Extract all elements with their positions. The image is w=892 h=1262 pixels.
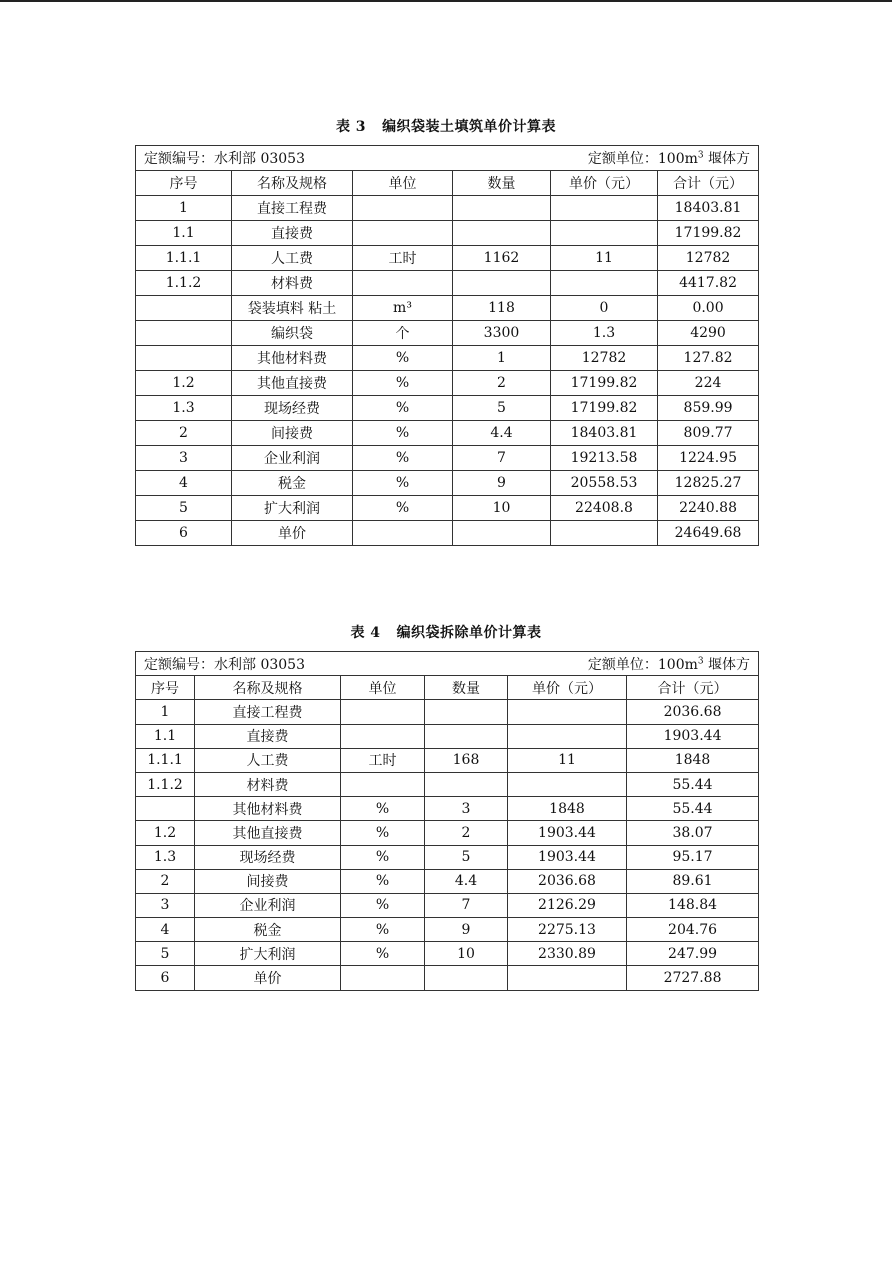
table3-cell (136, 296, 232, 321)
table4-header-cell: 合计（元） (627, 676, 759, 700)
table4-cell: % (341, 918, 425, 942)
table4-caption (0, 622, 892, 642)
table3-cell: 17199.82 (551, 371, 658, 396)
table4-meta-cell (136, 652, 759, 676)
table3-cell: 6 (136, 521, 232, 546)
table3-cell: 10 (453, 496, 551, 521)
table4-cell: 扩大利润 (195, 942, 341, 966)
table4-cell: % (341, 869, 425, 893)
table3-quota-no: 定额编号：水利部 03053 (144, 151, 305, 167)
table4-cell: 1.2 (136, 821, 195, 845)
table3-cell: 18403.81 (658, 196, 759, 221)
table3-meta-cell (136, 146, 759, 171)
table3-cell: 间接费 (232, 421, 353, 446)
table4-cell: 1903.44 (508, 845, 627, 869)
table3-cell: 17199.82 (658, 221, 759, 246)
table3-cell: 859.99 (658, 396, 759, 421)
table4-cell: 6 (136, 966, 195, 990)
table4-cell (341, 772, 425, 796)
table3-cell: 12825.27 (658, 471, 759, 496)
table4-header-row (136, 676, 759, 700)
table3-cell: % (353, 396, 453, 421)
table3-cell (453, 271, 551, 296)
table4-cell: 2126.29 (508, 893, 627, 917)
table3-cell: 12782 (658, 246, 759, 271)
table3-cell: 20558.53 (551, 471, 658, 496)
table3-row (136, 421, 759, 446)
table4-cell: 现场经费 (195, 845, 341, 869)
table3-cell (551, 521, 658, 546)
table3-cell: 127.82 (658, 346, 759, 371)
table4-cell (341, 724, 425, 748)
table4-cell: 5 (136, 942, 195, 966)
table4-cell (425, 772, 508, 796)
table3 (135, 145, 759, 546)
table3-cell: 0.00 (658, 296, 759, 321)
table3-cell: 4.4 (453, 421, 551, 446)
table3-title: 编织袋装土填筑单价计算表 (382, 119, 557, 135)
table4-cell: 5 (425, 845, 508, 869)
table3-cell (551, 196, 658, 221)
table4-row (136, 869, 759, 893)
table4-cell: 1.1 (136, 724, 195, 748)
table3-cell: 22408.8 (551, 496, 658, 521)
table3-cell: 19213.58 (551, 446, 658, 471)
table4-cell: 1848 (508, 797, 627, 821)
table3-cell (453, 221, 551, 246)
table3-cell (353, 521, 453, 546)
table3-cell: 11 (551, 246, 658, 271)
table4-quota-no: 定额编号：水利部 03053 (144, 656, 305, 673)
table4-row (136, 700, 759, 724)
table4-cell: 1848 (627, 748, 759, 772)
table3-cell (353, 271, 453, 296)
table4-cell: % (341, 893, 425, 917)
table3-cell (453, 196, 551, 221)
table3-row (136, 371, 759, 396)
table4-cell: 直接工程费 (195, 700, 341, 724)
table4-cell: 55.44 (627, 772, 759, 796)
table3-cell: % (353, 371, 453, 396)
table4-title: 编织袋拆除单价计算表 (396, 625, 542, 641)
table4-cell: 247.99 (627, 942, 759, 966)
table4-cell: 3 (136, 893, 195, 917)
table4-cell: 1903.44 (627, 724, 759, 748)
table4-header-cell: 单价（元） (508, 676, 627, 700)
table3-cell: 1162 (453, 246, 551, 271)
table4-cell: 168 (425, 748, 508, 772)
table4-row (136, 772, 759, 796)
table4-cell: 税金 (195, 918, 341, 942)
table4-cell: 2036.68 (508, 869, 627, 893)
table3-row (136, 496, 759, 521)
table3-cell: % (353, 446, 453, 471)
table4-cell: 89.61 (627, 869, 759, 893)
table4-cell: % (341, 797, 425, 821)
table3-cell: 0 (551, 296, 658, 321)
table3-row (136, 396, 759, 421)
table3-cell: 24649.68 (658, 521, 759, 546)
table4-cell: 单价 (195, 966, 341, 990)
table4-cell: 1.1.2 (136, 772, 195, 796)
table3-cell: 2 (136, 421, 232, 446)
table4-cell: % (341, 942, 425, 966)
table3-cell: 企业利润 (232, 446, 353, 471)
table3-row (136, 246, 759, 271)
table3-cell (136, 346, 232, 371)
table4-cell: 1 (136, 700, 195, 724)
table3-cell: 编织袋 (232, 321, 353, 346)
table4-cell: 4 (136, 918, 195, 942)
table3-cell: 直接费 (232, 221, 353, 246)
table3-cell: % (353, 421, 453, 446)
table4-cell: 工时 (341, 748, 425, 772)
table4-cell (341, 966, 425, 990)
table3-cell: 4290 (658, 321, 759, 346)
table4-cell (425, 700, 508, 724)
table3-cell: % (353, 346, 453, 371)
table4-row (136, 966, 759, 990)
table4-row (136, 821, 759, 845)
table4-cell: 材料费 (195, 772, 341, 796)
table4-cell: 7 (425, 893, 508, 917)
table3-cell: 1.1 (136, 221, 232, 246)
table4-header-cell: 名称及规格 (195, 676, 341, 700)
table3-header-cell: 单位 (353, 171, 453, 196)
table3-cell: 12782 (551, 346, 658, 371)
table3-cell (551, 221, 658, 246)
table4-header-cell: 序号 (136, 676, 195, 700)
table4-header-cell: 数量 (425, 676, 508, 700)
table3-cell: m³ (353, 296, 453, 321)
table4-row (136, 942, 759, 966)
table4-cell: 2036.68 (627, 700, 759, 724)
table3-cell: 其他材料费 (232, 346, 353, 371)
table4-cell: 4.4 (425, 869, 508, 893)
table4-cell (508, 966, 627, 990)
table3-cell: 4417.82 (658, 271, 759, 296)
table3-row (136, 271, 759, 296)
table3-cell: 224 (658, 371, 759, 396)
table3-cell: 5 (453, 396, 551, 421)
table3-cell: 1.1.1 (136, 246, 232, 271)
table4-row (136, 748, 759, 772)
table4-header-cell: 单位 (341, 676, 425, 700)
table3-cell: 1.1.2 (136, 271, 232, 296)
table3-header-cell: 名称及规格 (232, 171, 353, 196)
table3-cell (453, 521, 551, 546)
table3-cell: % (353, 496, 453, 521)
table4-cell: 间接费 (195, 869, 341, 893)
table4-cell (508, 724, 627, 748)
table3-cell: 单价 (232, 521, 353, 546)
table4-cell: 人工费 (195, 748, 341, 772)
table4-cell: 企业利润 (195, 893, 341, 917)
table4-cell: 2330.89 (508, 942, 627, 966)
table4-cell: 9 (425, 918, 508, 942)
table3-cell: 1 (136, 196, 232, 221)
table4-cell: 3 (425, 797, 508, 821)
table3-cell: 1.2 (136, 371, 232, 396)
table3-cell: 1224.95 (658, 446, 759, 471)
table4-cell: 其他材料费 (195, 797, 341, 821)
table4 (135, 651, 759, 991)
table3-row (136, 471, 759, 496)
table4-cell: 38.07 (627, 821, 759, 845)
table3-cell: 扩大利润 (232, 496, 353, 521)
table4-meta-row (136, 652, 759, 676)
table4-row (136, 797, 759, 821)
table3-cell (353, 221, 453, 246)
table3-row (136, 346, 759, 371)
table4-row (136, 893, 759, 917)
table3-row (136, 196, 759, 221)
table4-cell (136, 797, 195, 821)
table3-cell: 1 (453, 346, 551, 371)
table3-cell: 材料费 (232, 271, 353, 296)
table4-cell: 204.76 (627, 918, 759, 942)
table3-header-cell: 单价（元） (551, 171, 658, 196)
table4-cell: % (341, 821, 425, 845)
table4-cell: 2 (136, 869, 195, 893)
table4-cell: 2727.88 (627, 966, 759, 990)
table4-cell: 1903.44 (508, 821, 627, 845)
table3-caption (0, 116, 892, 136)
table4-cell: 2275.13 (508, 918, 627, 942)
table3-row (136, 321, 759, 346)
table3-header-row (136, 171, 759, 196)
table3-cell: 7 (453, 446, 551, 471)
table3-label: 表 3 (335, 119, 367, 135)
table3-row (136, 521, 759, 546)
table3-header-cell: 序号 (136, 171, 232, 196)
table3-cell: 3 (136, 446, 232, 471)
table4-cell: % (341, 845, 425, 869)
table4-cell: 1.3 (136, 845, 195, 869)
table4-cell: 1.1.1 (136, 748, 195, 772)
table4-cell: 55.44 (627, 797, 759, 821)
table3-cell: 袋装填料 粘土 (232, 296, 353, 321)
table4-cell: 2 (425, 821, 508, 845)
table4-cell (508, 700, 627, 724)
table4-cell: 直接费 (195, 724, 341, 748)
table3-cell (136, 321, 232, 346)
table3-cell: 5 (136, 496, 232, 521)
table3-row (136, 446, 759, 471)
table3-meta-row (136, 146, 759, 171)
table3-cell: 1.3 (136, 396, 232, 421)
table3-cell: 1.3 (551, 321, 658, 346)
page-top-border (0, 0, 892, 2)
table3-row (136, 221, 759, 246)
table3-header-cell: 数量 (453, 171, 551, 196)
table3-cell: 人工费 (232, 246, 353, 271)
table3-cell: 个 (353, 321, 453, 346)
table3-cell: 现场经费 (232, 396, 353, 421)
table4-cell: 其他直接费 (195, 821, 341, 845)
table3-row (136, 296, 759, 321)
table4-row (136, 845, 759, 869)
table3-cell: 税金 (232, 471, 353, 496)
table4-cell (425, 724, 508, 748)
table4-cell: 10 (425, 942, 508, 966)
table4-cell: 11 (508, 748, 627, 772)
table3-cell: 17199.82 (551, 396, 658, 421)
table3-header-cell: 合计（元） (658, 171, 759, 196)
table4-quota-unit: 定额单位：$100m^3$ 堰体方 (587, 655, 751, 673)
table3-cell: 118 (453, 296, 551, 321)
table3-cell: 直接工程费 (232, 196, 353, 221)
table3-cell: % (353, 471, 453, 496)
table3-cell (551, 271, 658, 296)
table3-cell: 工时 (353, 246, 453, 271)
table4-cell (425, 966, 508, 990)
table4-cell (341, 700, 425, 724)
table4-cell: 95.17 (627, 845, 759, 869)
table3-cell: 18403.81 (551, 421, 658, 446)
table4-row (136, 724, 759, 748)
table4-row (136, 918, 759, 942)
table4-cell: 148.84 (627, 893, 759, 917)
table4-label: 表 4 (350, 625, 381, 641)
table4-cell (508, 772, 627, 796)
table3-cell: 4 (136, 471, 232, 496)
table3-cell: 809.77 (658, 421, 759, 446)
table3-cell: 3300 (453, 321, 551, 346)
table3-cell: 2 (453, 371, 551, 396)
table3-cell (353, 196, 453, 221)
table3-cell: 其他直接费 (232, 371, 353, 396)
table3-cell: 9 (453, 471, 551, 496)
table3-cell: 2240.88 (658, 496, 759, 521)
table3-quota-unit: 定额单位：$100m^3$ 堰体方 (587, 150, 751, 167)
